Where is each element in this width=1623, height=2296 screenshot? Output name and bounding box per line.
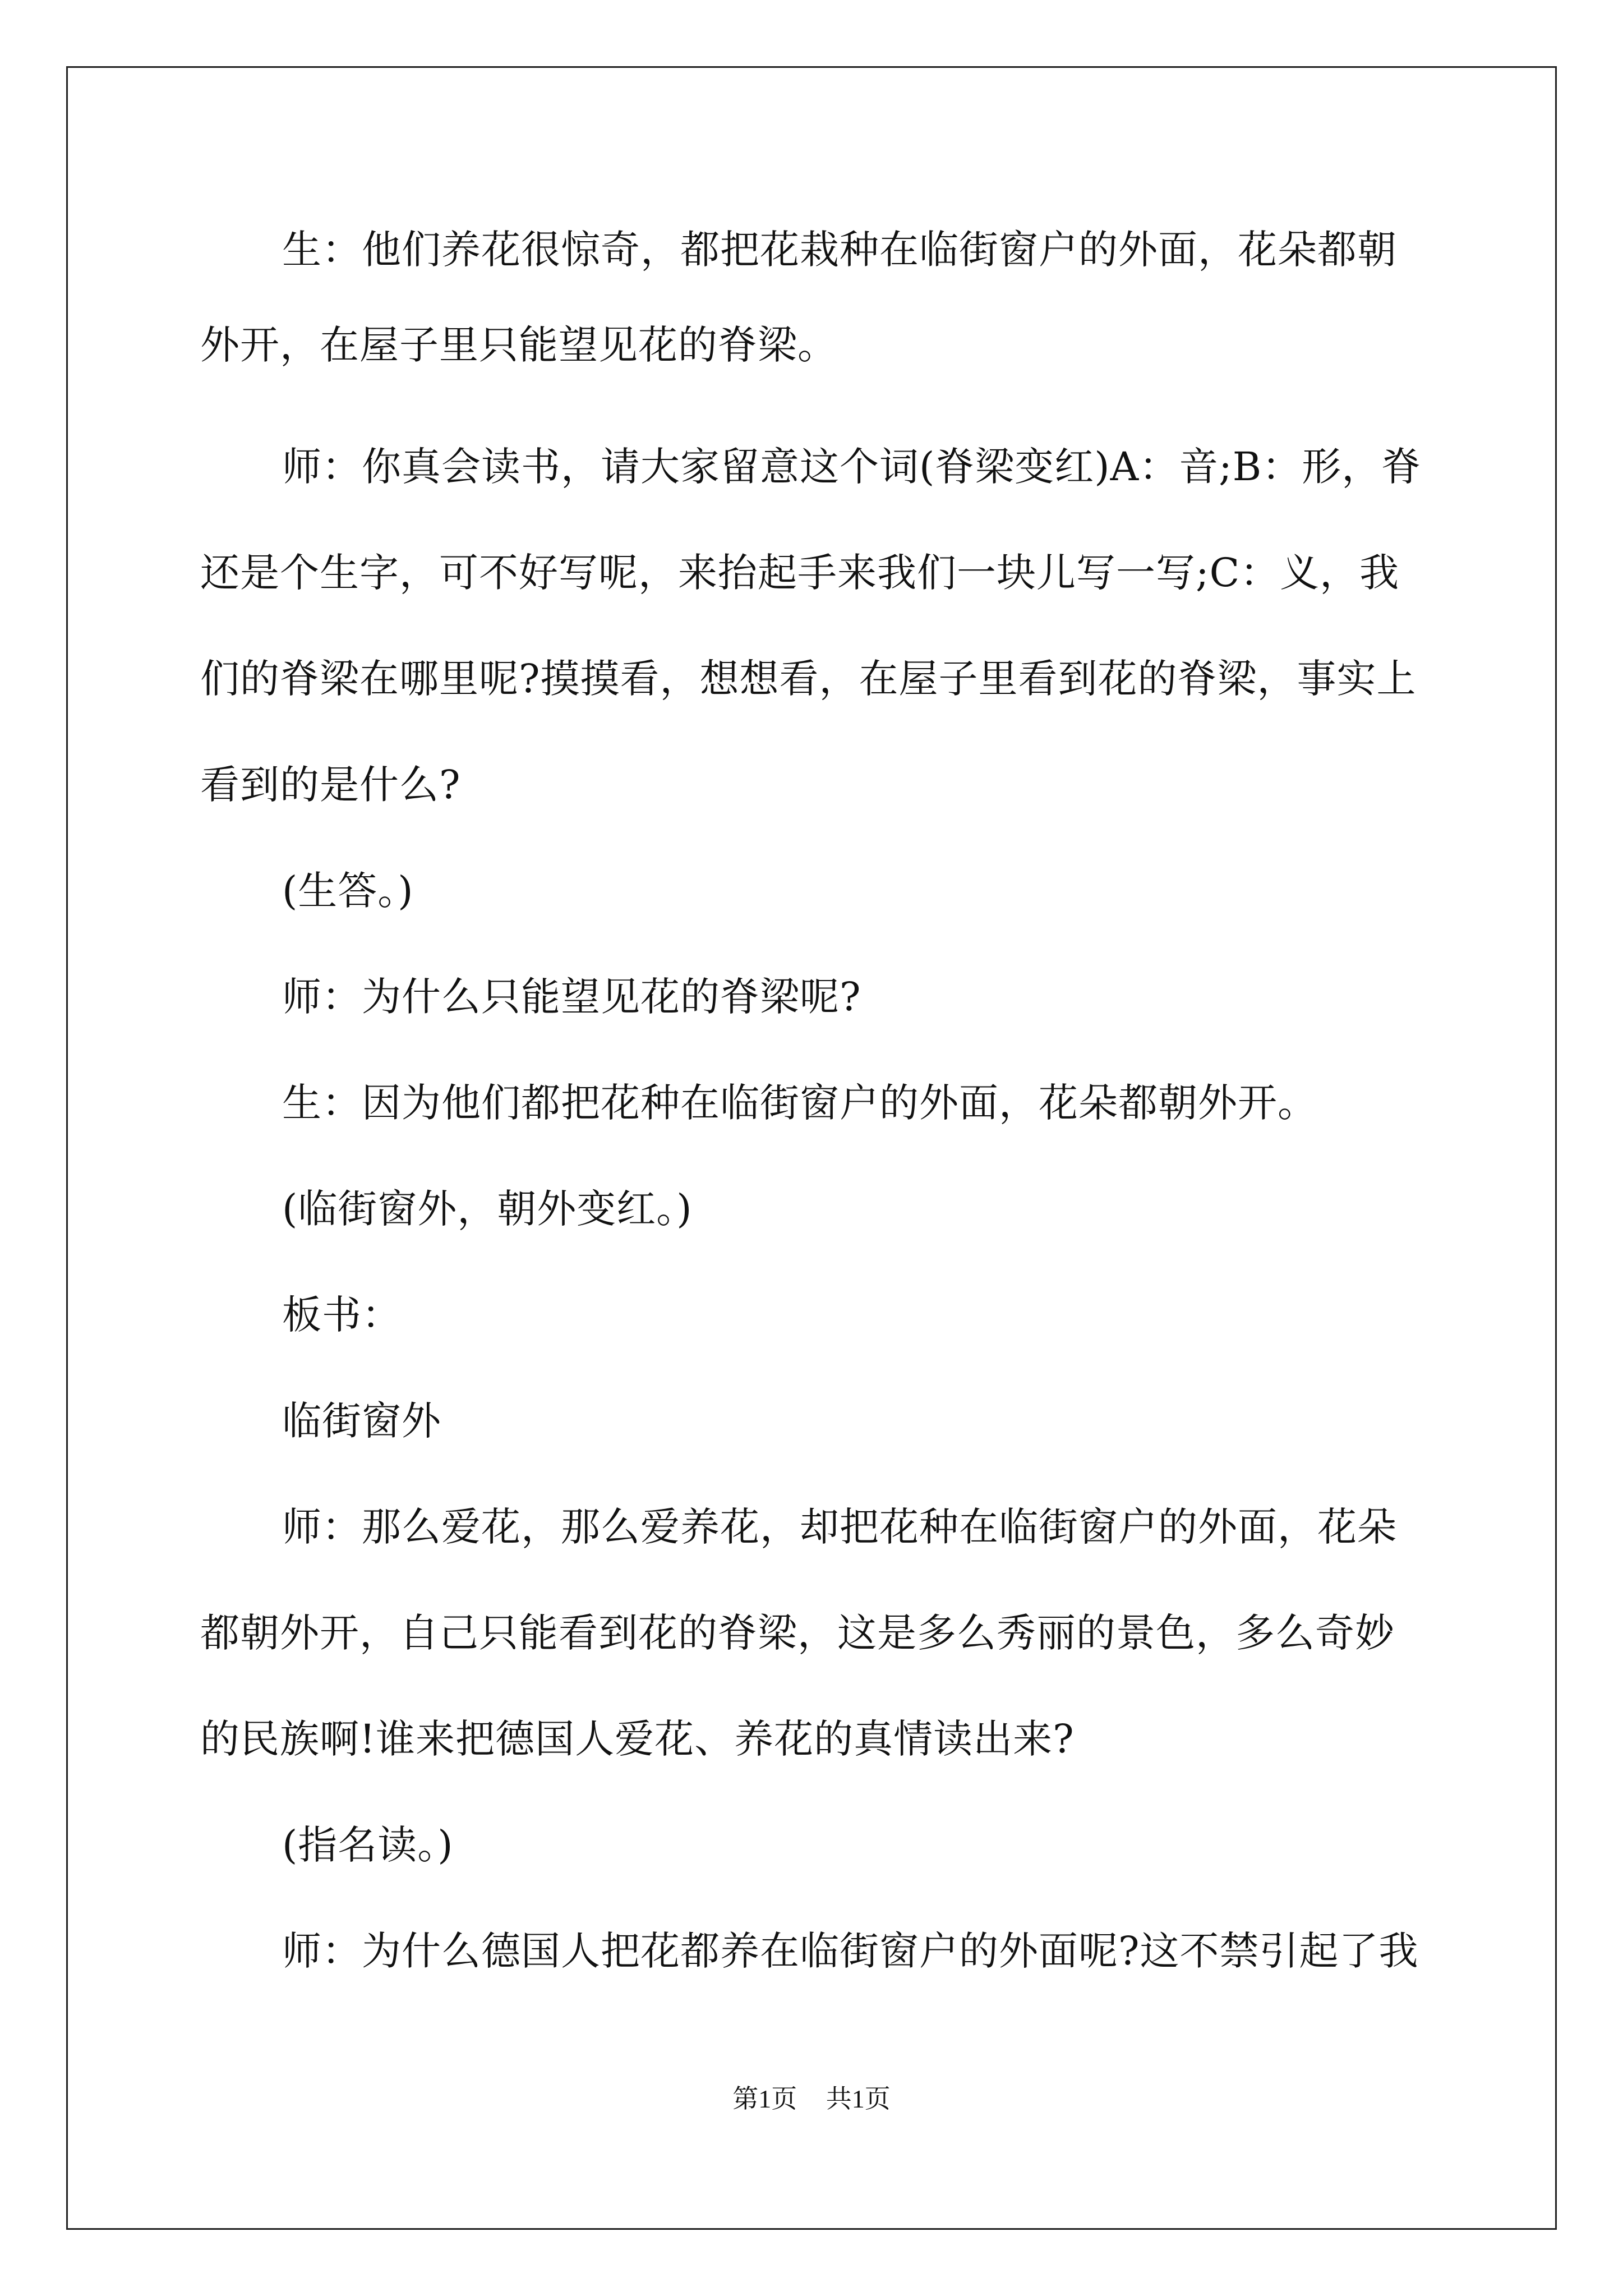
page-border	[66, 66, 1557, 2230]
paragraph-line: (指名读。)	[282, 1822, 454, 1868]
paragraph-line: 外开，在屋子里只能望见花的脊梁。	[200, 322, 837, 368]
paragraph-line: 看到的是什么?	[200, 762, 461, 808]
page-footer	[0, 2082, 1623, 2116]
paragraph-line: 板书：	[282, 1292, 402, 1338]
paragraph-line: 都朝外开，自己只能看到花的脊梁，这是多么秀丽的景色，多么奇妙	[200, 1610, 1395, 1656]
paragraph-line: (临街窗外，朝外变红。)	[282, 1186, 693, 1232]
paragraph-line: 师：为什么德国人把花都养在临街窗户的外面呢?这不禁引起了我	[282, 1928, 1419, 1974]
paragraph-line: 们的脊梁在哪里呢?摸摸看，想想看，在屋子里看到花的脊梁，事实上	[200, 656, 1417, 702]
paragraph-line: 临街窗外	[282, 1398, 441, 1444]
paragraph-line: 师：那么爱花，那么爱养花，却把花种在临街窗户的外面，花朵	[282, 1504, 1397, 1550]
paragraph-line: 生：他们养花很惊奇，都把花栽种在临街窗户的外面，花朵都朝	[282, 227, 1397, 273]
page-number-current: 第1页	[732, 2085, 797, 2113]
paragraph-line: (生答。)	[282, 868, 414, 914]
paragraph-line: 师：为什么只能望见花的脊梁呢?	[282, 974, 861, 1020]
paragraph-line: 的民族啊!谁来把德国人爱花、养花的真情读出来?	[200, 1716, 1075, 1762]
page-number-total: 共1页	[826, 2085, 891, 2113]
paragraph-line: 生：因为他们都把花种在临街窗户的外面，花朵都朝外开。	[282, 1080, 1317, 1126]
paragraph-line: 师：你真会读书，请大家留意这个词(脊梁变红)A：音;B：形，脊	[282, 444, 1422, 490]
paragraph-line: 还是个生字，可不好写呢，来抬起手来我们一块儿写一写;C：义，我	[200, 550, 1400, 596]
